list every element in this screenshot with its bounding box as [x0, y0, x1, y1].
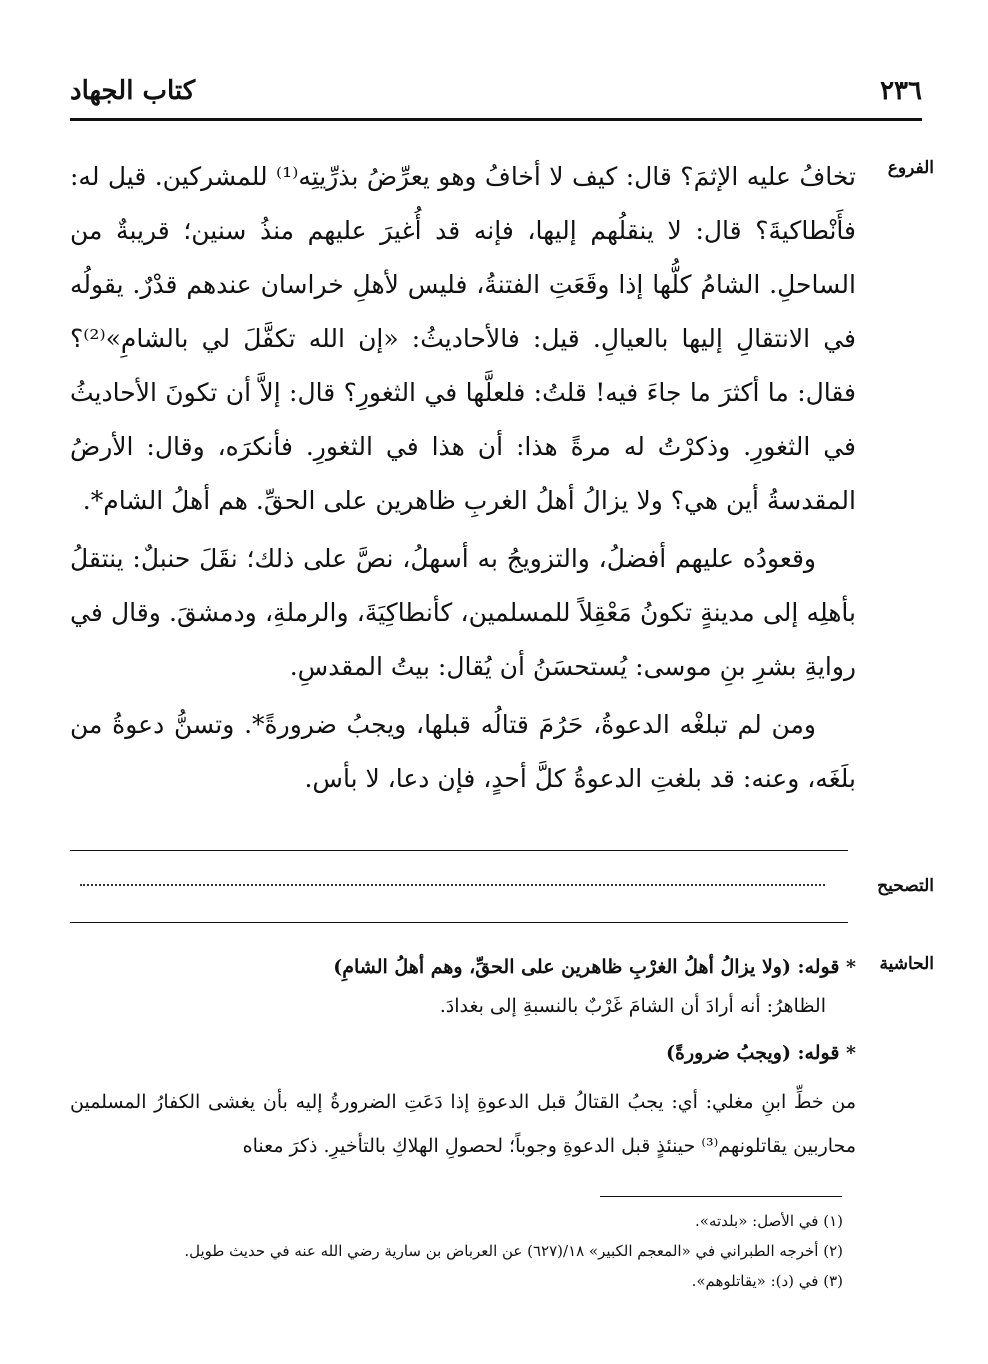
book-title: كتاب الجهاد: [70, 76, 196, 106]
footnote-3: (٣) في (د): «يقاتلوهم».: [691, 1272, 843, 1290]
header-rule: [70, 118, 922, 121]
side-label-furu: الفروع: [887, 158, 934, 178]
main-paragraph-2: وقعودُه عليهم أفضلُ، والتزويجُ به أسهلُ، نصَّ على ذلك؛ نقَلَ حنبلٌ: ينتقلُ بأهلِه إلى مدينةٍ تكونُ مَعْقِلاً للمسلمين، كأنطاكِيَةَ، والرملةِ، ودمشقَ. وقال في روايةِ بشرِ بنِ موسى: يُستحسَنُ أن يُقال: بيتُ المقدسِ.: [70, 544, 856, 681]
footnote-rule: [600, 1196, 842, 1197]
main-paragraph-1: تخافُ عليه الإثمَ؟ قال: كيف لا أخافُ وهو يعرِّضُ بذرِّيتِه⁽¹⁾ للمشركين. قيل له: فأَنْطاكيةَ؟ قال: لا ينقلُهم إليها، فإنه قد أُغيرَ عليهم منذُ سنين؛ قريبةٌ من الساحلِ. الشامُ كلُّها إذا وقَعَتِ الفتنةُ، فليس لأهلِ خراسان عندهم قدْرٌ. يقولُه في الانتقالِ إليها بالعيالِ. قيل: فالأحاديثُ: «إن الله تكفَّلَ لي بالشامِ»⁽²⁾؟ فقال: ما أكثرَ ما جاءَ فيه! قلتُ: فلعلَّها في الثغورِ؟ قال: إلاَّ أن تكونَ الأحاديثُ في الثغورِ. وذكرْتُ له مرةً هذا: أن هذا في الثغورِ. فأنكرَه، وقال: الأرضُ المقدسةُ أين هي؟ ولا يزالُ أهلُ الغربِ ظاهرين على الحقِّ. هم أهلُ الشام*.: [70, 162, 856, 515]
main-text: [70, 150, 856, 810]
hashiya-text-1: الظاهرُ: أنه أرادَ أن الشامَ غَرْبٌ بالنسبةِ إلى بغدادَ.: [439, 995, 826, 1017]
hashiya-text-2: من خطِّ ابنِ مغلي: أي: يجبُ القتالُ قبل الدعوةِ إذا دَعَتِ الضرورةُ إليه بأن يغشى الكفارُ المسلمين محاربين يقاتلونهم⁽³⁾ حينئذٍ قبل الدعوةِ وجوباً؛ لحصولِ الهلاكِ بالتأخيرِ. ذكرَ معناه: [70, 1091, 856, 1157]
footnote-2: (٢) أخرجه الطبراني في «المعجم الكبير» ١٨/(٦٢٧) عن العرباض بن سارية رضي الله عنه في حديث طويل.: [184, 1242, 843, 1260]
side-label-tashih: التصحيح: [877, 876, 934, 896]
main-paragraph-3: ومن لم تبلغْه الدعوةُ، حَرُمَ قتالُه قبلها، ويجبُ ضرورةً*. وتسنُّ دعوةُ من بلَغَه، وعنه: قد بلغتِ الدعوةُ كلَّ أحدٍ، فإن دعا، لا بأس.: [70, 710, 856, 793]
side-label-hashiya: الحاشية: [879, 954, 934, 974]
page-number: ٢٣٦: [880, 76, 922, 106]
hashiya-quote-2: * قوله: (ويجبُ ضرورةً): [666, 1042, 856, 1064]
page-header: [70, 76, 922, 116]
hashiya-section: [70, 950, 856, 1168]
footnote-1: (١) في الأصل: «بلدته».: [695, 1212, 843, 1230]
tashih-dotted-line: [80, 884, 825, 886]
hashiya-quote-1: * قوله: (ولا يزالُ أهلُ الغرْبِ ظاهرين على الحقِّ، وهم أهلُ الشامِ): [333, 956, 856, 978]
section-rule-bottom: [70, 922, 848, 923]
footnotes: [63, 1206, 843, 1296]
section-rule-top: [70, 850, 848, 851]
